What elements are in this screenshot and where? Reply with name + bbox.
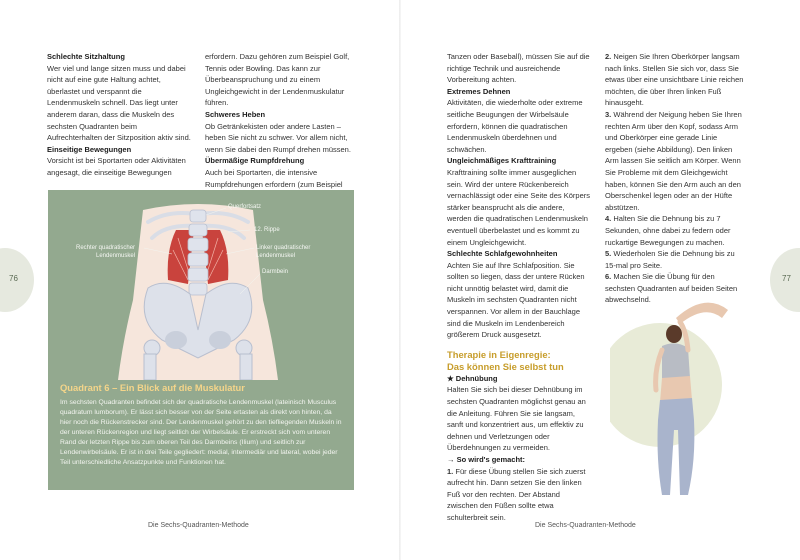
panel-text: Im sechsten Quadranten befindet sich der quadratische Lendenmuskel (lateinisch Musculus quadratum lumborum). Er lässt sich besser von der Seite ertasten als direkt von hinten, da hier noch die Rückenstrecker sind. Der Lendenmuskel gehört zu den tiefliegenden Muskeln in der unteren Rückenregion und liegt seitlich der Wirbelsäule. Er erstreckt sich vom unteren Rand der letzten Rippe bis zum oberen Teil des Darmbeins (Ilium) und seitlich zur Lendenwirbelsäule. Er ist in drei Teile gegliedert: medial, intermediär und lateral, wobei jeder Teil unterschiedliche Ansatzpunkte und Funktionen hat. — [60, 399, 342, 466]
step-number: 6. — [605, 272, 612, 282]
lumbar-anatomy-illustration — [48, 190, 354, 380]
left-page-column-2 — [205, 51, 353, 202]
paragraph: erfordern. Dazu gehören zum Beispiel Golf, Tennis oder Bowling. Das kann zur Überbeanspruchung und zu einem Ungleichgewicht in der Lendenmuskulatur führen. — [205, 52, 350, 108]
footer-left: Die Sechs-Quadranten-Methode — [148, 522, 249, 529]
label-rechter-lendenmuskel: Rechter quadratischer Lendenmuskel — [76, 245, 136, 259]
footer-right: Die Sechs-Quadranten-Methode — [535, 522, 636, 529]
step-1 — [447, 466, 590, 524]
paragraph: Aktivitäten, die wiederholte oder extreme seitliche Beugungen der Wirbelsäule erfordern, können die quadratischen Lendenmuskeln überdehnen und schwächen. — [447, 98, 583, 154]
book-spine — [399, 0, 401, 560]
therapy-heading-line-1: Therapie in Eigenregie: — [447, 348, 551, 360]
label-querfortsatz: Querfortsatz — [228, 204, 262, 210]
step-text: Für diese Übung stellen Sie sich zuerst aufrecht hin. Dann setzen Sie den linken Fuß vor den rechten. Der Abstand zwischen den Füßen sollte etwa schulterbreit sein. — [447, 466, 586, 522]
right-page-column-2 — [605, 51, 745, 306]
paragraph: Krafttraining sollte immer ausgeglichen sein. Wird der untere Rückenbereich vernachlässigt oder eine Seite des Körpers stärker beansprucht als die andere, werden die quadratischen Lendenmuskeln eventuell überbelastet und es kommt zu einem Ungleichgewicht. — [447, 167, 590, 247]
therapy-heading — [447, 349, 590, 373]
panel-title: Quadrant 6 – Ein Blick auf die Muskulatur — [60, 382, 245, 393]
heading-schlafgewohnheiten: Schlechte Schlafgewohnheiten — [447, 249, 558, 259]
paragraph: Auch bei Sportarten, die intensive Rumpfdrehungen erfordern (zum Beispiel — [205, 167, 343, 189]
heading-schlechte-sitzhaltung: Schlechte Sitzhaltung — [47, 52, 125, 61]
step-2 — [605, 51, 745, 109]
step-number: 3. — [605, 109, 612, 119]
paragraph: Wer viel und lange sitzen muss und dabei nicht auf eine gute Haltung achtet, überlastet und verspannt die Lendenmuskeln schnell. Das liegt unter anderem daran, dass die Muskeln des sechsten Quadranten beim Aufrechterhalten der Sitzposition aktiv sind. — [47, 63, 191, 143]
page-number-right: 77 — [782, 274, 791, 283]
step-4 — [605, 213, 745, 248]
step-text: Machen Sie die Übung für den sechsten Quadranten auf beiden Seiten abwechselnd. — [605, 272, 738, 305]
paragraph: Ob Getränkekisten oder andere Lasten – heben Sie nicht zu schwer. Vor allem nicht, wenn Sie dabei den Rumpf drehen müssen. — [205, 121, 351, 154]
heading-krafttraining: Ungleichmäßiges Krafttraining — [447, 156, 557, 166]
step-3 — [605, 109, 745, 213]
heading-einseitige-bewegungen: Einseitige Bewegungen — [47, 144, 132, 154]
left-page-column-1 — [47, 51, 193, 179]
right-page-column-1 — [447, 51, 590, 524]
label-rippe: 12. Rippe — [254, 227, 280, 233]
step-text: Halten Sie die Dehnung bis zu 7 Sekunden, ohne dabei zu federn oder ruckartige Bewegungen zu machen. — [605, 214, 731, 247]
paragraph: Achten Sie auf Ihre Schlafposition. Sie sollten so liegen, dass der untere Rücken nicht unnötig belastet wird, damit die Muskeln im sechsten Quadranten nicht verspannen. Vor allem in der Bauchlage sind die Muskeln im Lendenbereich größerem Druck ausgesetzt. — [447, 260, 585, 340]
heading-rumpfdrehung: Übermäßige Rumpfdrehung — [205, 156, 305, 166]
step-text: Während der Neigung heben Sie Ihren rechten Arm über den Kopf, sodass Arm und Oberkörper eine gerade Linie ergeben (siehe Abbildung). Den linken Arm lassen Sie seitlich am Körper. Wenn Sie Probleme mit dem Gleichgewicht haben, können Sie den Arm auch an den Oberschenkel legen oder an der Hüfte abstützen. — [605, 109, 742, 212]
how-to-heading: → So wird's gemacht: — [447, 455, 526, 464]
step-number: 2. — [605, 52, 612, 61]
step-5 — [605, 248, 745, 271]
heading-extremes-dehnen: Extremes Dehnen — [447, 86, 511, 96]
exercise-text: Halten Sie sich bei dieser Dehnübung im sechsten Quadranten möglichst genau an die Anleitung. Führen Sie sie langsam, sanft und konzentriert aus, um effektiv zu dehnen und Verletzungen oder Überdehnungen zu vermeiden. — [447, 385, 586, 453]
heading-schweres-heben: Schweres Heben — [205, 109, 266, 119]
label-linker-lendenmuskel: Linker quadratischer Lendenmuskel — [256, 245, 311, 259]
paragraph: Vorsicht ist bei Sportarten oder Aktivitäten angesagt, die einseitige Bewegungen — [47, 156, 186, 177]
label-darmbein: Darmbein — [262, 269, 289, 275]
step-text: Neigen Sie Ihren Oberkörper langsam nach links. Stellen Sie sich vor, dass Sie etwas über eine unsichtbare Linie reichen möchten, die über Ihren linken Fuß hinausgeht. — [605, 52, 744, 108]
exercise-title: ★ Dehnübung — [447, 373, 498, 383]
page-number-left: 76 — [9, 274, 18, 283]
page-number-tab-left — [0, 248, 34, 312]
step-number: 4. — [605, 214, 612, 224]
step-text: Wiederholen Sie die Dehnung bis zu 15-mal pro Seite. — [605, 249, 735, 270]
paragraph: Tanzen oder Baseball), müssen Sie auf die richtige Technik und ausreichende Vorbereitung achten. — [447, 52, 590, 85]
step-number: 1. — [447, 466, 454, 476]
anatomy-info-panel — [48, 190, 354, 490]
therapy-heading-line-2: Das können Sie selbst tun — [447, 360, 564, 372]
step-number: 5. — [605, 249, 612, 259]
stretch-exercise-illustration — [610, 290, 750, 500]
page-number-tab-right — [770, 248, 800, 312]
